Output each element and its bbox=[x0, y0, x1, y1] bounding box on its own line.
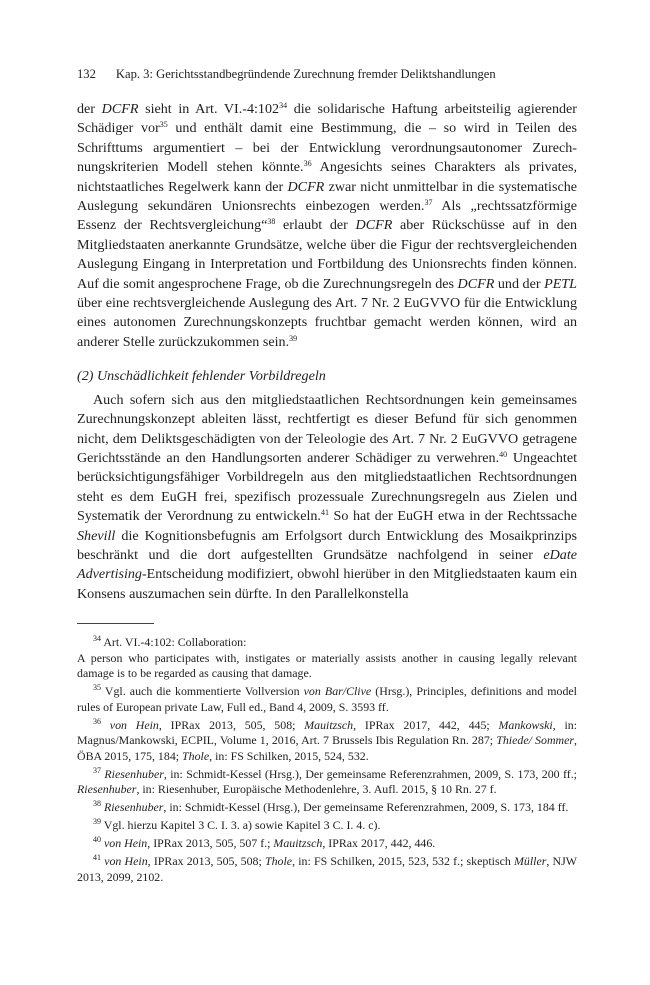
footnote-marker: 37 bbox=[424, 198, 433, 208]
footnote-number: 38 bbox=[93, 799, 101, 808]
footnote-41 bbox=[77, 854, 577, 885]
footnote-number: 34 bbox=[93, 634, 101, 643]
footnote-38 bbox=[77, 800, 577, 816]
footnote-separator bbox=[77, 623, 154, 624]
paragraph-2: Auch sofern sich aus den mitgliedstaatlichen Rechtsordnungen kein gemeinsames Zurechnungskonzept ableiten lässt, rechtfertigt es dieser Befund für sich genommen nicht, dem Deliktsgeschädigten von der Teleologie des Art. 7 Nr. 2 EuGVVO getragene Gerichtsstände an den Handlungsorten anderer Schädiger zu verwehren.$^{40}$ Ungeachtet berücksichtigungsfähiger Vorbildregeln aus den mitgliedstaatlichen Rechtsordnungen steht es dem EuGH frei, spezifisch prozessuale Zurechnungsregeln aus Zielen und Systematik der Verordnung zu entwickeln.$^{41}$ So hat der EuGH etwa in der Rechtssache Shevill die Kognitionsbefugnis am Erfolgsort durch Entwicklung des Mosaikprinzips beschränkt und die dort aufgestellten Grundsätze nachfolgend in seiner eDate Advertising-Entscheidung modifiziert, obwohl hierüber in den Mitgliedstaaten kaum ein Konsens auszumachen sein dürfte. In den Parallelkonstella bbox=[77, 391, 577, 602]
footnote-text: Riesenhuber, in: Schmidt-Kessel (Hrsg.), Der gemeinsame Referenzrahmen, 2009, S. 173, 200 ff.; Riesenhuber, in: Riesenhuber, Europäische Methodenlehre, 3. Aufl. 2015, § 10 Rn. 27 f. bbox=[77, 766, 577, 796]
footnote-number: 37 bbox=[93, 765, 101, 775]
italic-text: DCFR bbox=[355, 217, 393, 234]
footnote-number: 40 bbox=[93, 835, 101, 844]
footnote-text: von Hein, IPRax 2013, 505, 507 f.; Mauitzsch, IPRax 2017, 442, 446. bbox=[103, 836, 436, 850]
footnote-marker: 39 bbox=[289, 333, 298, 343]
footnote-quote: A person who participates with, instigates or materially assists another in causing legally relevant damage is to be regarded as causing that damage. bbox=[77, 650, 577, 680]
subheading: (2) Unschädlichkeit fehlender Vorbildregeln bbox=[77, 368, 326, 385]
italic-text: PETL bbox=[544, 275, 577, 292]
footnote-39 bbox=[77, 818, 577, 834]
footnote-number: 39 bbox=[93, 817, 101, 826]
footnote-text: Riesenhuber, in: Schmidt-Kessel (Hrsg.), Der gemeinsame Referenzrahmen, 2009, S. 173, 184 ff. bbox=[103, 800, 569, 814]
italic-text: Riesenhuber bbox=[103, 800, 164, 814]
footnote-marker: 34 bbox=[279, 101, 288, 110]
footnote-number: 36 bbox=[93, 716, 101, 726]
footnote-text: von Hein, IPRax 2013, 505, 508; Thole, in: FS Schilken, 2015, 523, 532 f.; skeptisch Müller, NJW 2013, 2099, 2102. bbox=[77, 854, 577, 884]
footnote-text: Vgl. auch die kommentierte Vollversion von Bar/Clive (Hrsg.), Principles, definitions and model rules of European private Law, Full ed., Band 4, 2009, S. 3593 ff. bbox=[77, 684, 577, 714]
footnote-marker: 36 bbox=[303, 159, 312, 169]
footnote-text: Vgl. hierzu Kapitel 3 C. I. 3. a) sowie Kapitel 3 C. I. 4. c). bbox=[101, 818, 381, 832]
italic-text: Thole bbox=[182, 748, 210, 763]
footnote-marker: 40 bbox=[499, 449, 508, 459]
italic-text: von Hein bbox=[103, 836, 148, 850]
footnote-marker: 35 bbox=[159, 120, 168, 130]
italic-text: Müller bbox=[514, 854, 547, 868]
footnote-text: Art. VI.-4:102: Collaboration: bbox=[101, 635, 247, 649]
footnote-number: 41 bbox=[93, 853, 101, 862]
page-number: 132 bbox=[77, 67, 96, 81]
italic-text: Riesenhuber bbox=[104, 766, 164, 781]
italic-text: Shevill bbox=[77, 527, 116, 544]
italic-text: eDate Advertising bbox=[77, 546, 577, 583]
footnote-35 bbox=[77, 684, 577, 715]
footnote-marker: 41 bbox=[320, 508, 329, 518]
italic-text: Riesenhuber bbox=[77, 782, 137, 796]
footnote-marker: 38 bbox=[267, 217, 276, 227]
italic-text: DCFR bbox=[287, 178, 325, 195]
running-header bbox=[77, 66, 577, 82]
italic-text: Thiede/ Sommer bbox=[496, 733, 575, 747]
footnote-36 bbox=[77, 718, 577, 765]
footnote-number: 35 bbox=[93, 683, 101, 692]
running-title: Kap. 3: Gerichtsstandbegründende Zurechnung fremder Deliktshandlungen bbox=[115, 67, 496, 81]
italic-text: Mauitzsch bbox=[273, 836, 323, 850]
italic-text: Mauitzsch bbox=[304, 717, 354, 732]
italic-text: Thole bbox=[265, 854, 293, 868]
footnote-40 bbox=[77, 836, 577, 852]
footnote-37 bbox=[77, 767, 577, 798]
footnotes bbox=[77, 635, 577, 888]
italic-text: DCFR bbox=[101, 101, 139, 117]
main-text bbox=[77, 100, 577, 604]
italic-text: von Hein bbox=[104, 854, 148, 868]
italic-text: von Hein bbox=[109, 717, 159, 732]
paragraph-1: der DCFR sieht in Art. $VI.-4:102^{34}$ die solidarische Haftung arbeitsteilig agierender Schädiger vor$^{35}$ und enthält damit eine Bestimmung, die – so wird in Teilen des Schrifttums argumentiert – bei der Entwicklung verordnungsautonomer Zurechnungskriterien Modell stehen könnte.$^{36}$ Angesichts seines Charakters als privates, nichtstaatliches Regelwerk kann der DCFR zwar nicht unmittelbar in die systematische Auslegung sekundären Unionsrechts einbezogen werden.$^{37}$ Als „rechtssatzförmige Essenz der Rechtsvergleichung“$^{38}$ erlaubt der DCFR aber Rückschüsse auf in den Mitgliedstaaten anerkannte Grundsätze, welche über die Figur der rechtsvergleichenden Auslegung Eingang in Interpretation und Fortbildung des Unionsrechts finden können. Auf die somit angesprochene Frage, ob die Zurechnungsregeln des DCFR und der PETL über eine rechtsvergleichende Auslegung des Art. 7 Nr. 2 EuGVVO für die Entwicklung eines autonomen Zurechnungskonzepts fruchtbar gemacht werden können, wird an anderer Stelle zurückzukommen sein.$^{39}$ bbox=[77, 101, 577, 350]
italic-text: von Bar/Clive bbox=[303, 684, 372, 698]
italic-text: DCFR bbox=[457, 275, 495, 292]
italic-text: Mankowski bbox=[498, 717, 553, 732]
footnote-text: von Hein, IPRax 2013, 505, 508; Mauitzsch, IPRax 2017, 442, 445; Mankowski, in: Magnus/Mankowski, ECPIL, Volume 1, 2016, Art. 7 Brussels Ibis Regulation Rn. 287; Thiede/ Sommer, ÖBA 2015, 175, 184; Thole, in: FS Schilken, 2015, 524, 532. bbox=[77, 717, 578, 763]
footnote-34 bbox=[77, 635, 577, 682]
